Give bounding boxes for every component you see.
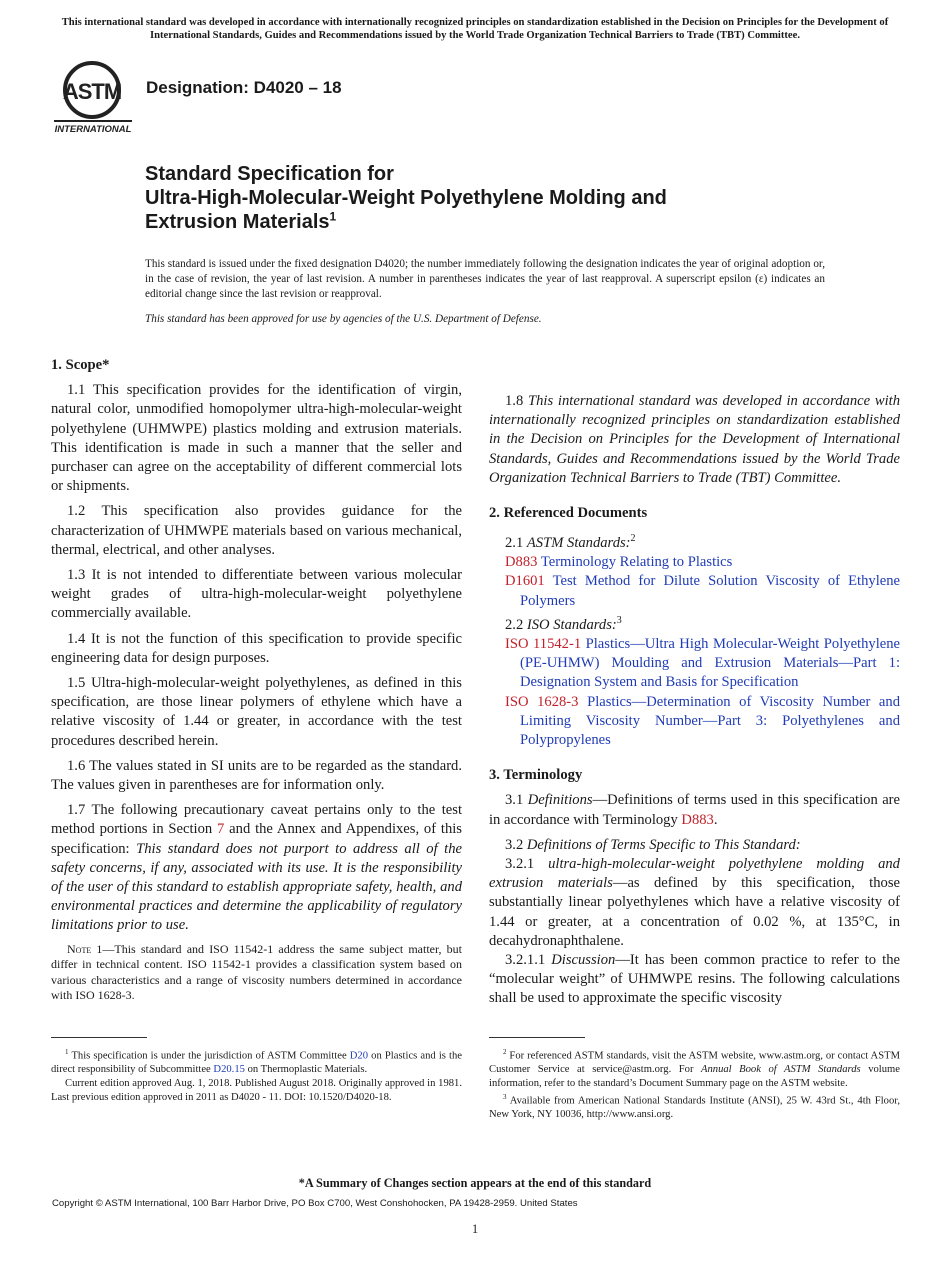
section-1-heading: 1. Scope* <box>51 357 110 373</box>
para-1-3: 1.3 It is not intended to differentiate between various molecular weight grades of ultra-high-molecular-weight polyethylene commercially available. <box>51 567 462 622</box>
copyright-line: Copyright © ASTM International, 100 Barr Harbor Drive, PO Box C700, West Conshohocken, PA 19428-2959. United States <box>52 1198 578 1209</box>
para-1-6: 1.6 The values stated in SI units are to be regarded as the standard. The values given in parentheses are for information only. <box>51 757 462 794</box>
title-line-2: Ultra-High-Molecular-Weight Polyethylene Molding and <box>145 187 667 209</box>
title-line-3: Extrusion Materials <box>145 211 330 233</box>
svg-text:ASTM: ASTM <box>62 79 122 104</box>
footnote-rule-left <box>51 1037 147 1038</box>
page-number: 1 <box>471 1222 479 1236</box>
summary-of-changes-note: *A Summary of Changes section appears at the end of this standard <box>298 1176 652 1190</box>
ref-d883[interactable]: D883 Terminology Relating to Plastics <box>505 554 733 571</box>
footnotes-right <box>489 1046 900 1122</box>
svg-text:INTERNATIONAL: INTERNATIONAL <box>54 124 132 134</box>
footnote-1: $^1$ This specification is under the jurisdiction of ASTM Committee D20 on Plastics and is the direct responsibility of Subcommittee D20.15 on Thermoplastic Materials. <box>51 1048 462 1076</box>
para-3-1: 3.1 Definitions—Definitions of terms used in this specification are in accordance with Terminology D883. <box>489 792 901 828</box>
ref-iso-1628-3[interactable]: ISO 1628-3 Plastics—Determination of Viscosity Number and Limiting Viscosity Number—Part 3: Polyethylenes and Polypropylenes <box>505 693 900 748</box>
para-3-2-1: 3.2.1 ultra-high-molecular-weight polyethylene molding and extrusion materials—as defined by this specification, those substantially linear polyethylenes which have a relative viscosity of 1.44 or greater, at a concentration of 0.02 %, at 135°C, in decahydronaphthalene. <box>489 855 900 949</box>
astm-logo <box>52 58 134 134</box>
footnote-2: $^2$ For referenced ASTM standards, visit the ASTM website, www.astm.org, or contact ASTM Customer Service at service@astm.org. For Annual Book of ASTM Standards volume information, refer to the standard’s Document Summary page on the ASTM website. <box>489 1048 900 1090</box>
section-2-heading: 2. Referenced Documents <box>489 505 648 522</box>
document-title <box>145 162 865 234</box>
footnote-1-edition: Current edition approved Aug. 1, 2018. Published August 2018. Originally approved in 1981. Last previous edition approved in 2011 as D4020 - 11. DOI: 10.1520/D4020-18. <box>51 1078 462 1103</box>
ref-d1601[interactable]: D1601 Test Method for Dilute Solution Viscosity of Ethylene Polymers <box>505 573 900 609</box>
para-1-5: 1.5 Ultra-high-molecular-weight polyethylenes, as defined in this specification, are those linear polymers of ethylene which have a relative viscosity of 1.44 or greater, in accordance with the test procedures described herein. <box>51 675 462 749</box>
terminology-d883-link[interactable]: D883 <box>681 811 714 828</box>
para-2-1: 2.1 ASTM Standards:$^2$ <box>505 533 636 552</box>
title-footnote-ref[interactable]: 1 <box>329 209 337 224</box>
para-3-2: 3.2 Definitions of Terms Specific to This Standard: <box>505 836 801 853</box>
footnote-3: $^3$ Available from American National Standards Institute (ANSI), 25 W. 43rd St., 4th Floor, New York, NY 10036, http://www.ansi.org. <box>489 1092 900 1121</box>
para-1-1: 1.1 This specification provides for the identification of virgin, natural color, unmodified homopolymer ultra-high-molecular-weight polyethylene (UHMWPE) plastics molding and extrusion materials. This identification is made in such a manner that the seller and purchaser can agree on the acceptability of different commercial lots or shipments. <box>51 382 462 495</box>
ref-iso-11542-1[interactable]: ISO 11542-1 Plastics—Ultra High Molecular-Weight Polyethylene (PE-UHMW) Moulding and Extrusion Materials—Part 1: Designation System and Basis for Specification <box>505 635 901 691</box>
para-3-2-1-1: 3.2.1.1 Discussion—It has been common practice to refer to the “molecular weight” of UHMWPE resins. The following calculations shall be used to approximate the specific viscosity <box>489 952 901 1007</box>
left-column <box>51 356 462 1004</box>
committee-d20-link[interactable]: D20 <box>349 1050 369 1062</box>
title-line-1: Standard Specification for <box>145 163 394 185</box>
subcommittee-d20-15-link[interactable]: D20.15 <box>213 1064 245 1076</box>
right-column <box>489 356 900 1009</box>
para-1-8: 1.8 This international standard was developed in accordance with internationally recognized principles on standardization established in the Decision on Principles for the Development of International Standards, Guides and Recommendations issued by the World Trade Organization Technical Barriers to Trade (TBT) Committee. <box>489 393 901 486</box>
footnote-rule-right <box>489 1037 585 1038</box>
footnotes-left <box>51 1046 462 1105</box>
issued-note: This standard is issued under the fixed designation D4020; the number immediately following the designation indicates the year of original adoption or, in the case of revision, the year of last revision. A number in parentheses indicates the year of last reapproval. A superscript epsilon (ε) indicates an editorial change since the last revision or reapproval. <box>145 258 825 301</box>
section-3-heading: 3. Terminology <box>489 767 583 784</box>
wto-notice: This international standard was developed in accordance with internationally recognized principles on standardization established in the Decision on Principles for the Development of International Standards, Guides and Recommendations issued by the World Trade Organization Technical Barriers to Trade (TBT) Committee. <box>61 17 889 41</box>
para-1-4: 1.4 It is not the function of this specification to provide specific engineering data for design purposes. <box>51 630 462 666</box>
para-1-7: 1.7 The following precautionary caveat pertains only to the test method portions in Section 7 and the Annex and Appendixes, of this specification: This standard does not purport to address all of the safety concerns, if any, associated with its use. It is the responsibility of the user of this standard to establish appropriate safety, health, and environmental practices and determine the applicability of regulatory limitations prior to use. <box>51 802 462 934</box>
dod-approval-note: This standard has been approved for use by agencies of the U.S. Department of Defense. <box>145 313 542 325</box>
para-1-2: 1.2 This specification also provides guidance for the characterization of UHMWPE materials based on various mechanical, thermal, electrical, and other analyses. <box>51 503 462 558</box>
note-1: Note 1—This standard and ISO 11542-1 address the same subject matter, but differ in technical content. ISO 11542-1 provides a classification system based on various characteristics and a range of viscosity numbers determined in accordance with ISO 1628-3. <box>51 941 463 1003</box>
para-2-2: 2.2 ISO Standards:$^3$ <box>505 614 622 633</box>
section-7-link[interactable]: 7 <box>217 821 225 838</box>
designation: Designation: D4020 – 18 <box>146 78 342 97</box>
